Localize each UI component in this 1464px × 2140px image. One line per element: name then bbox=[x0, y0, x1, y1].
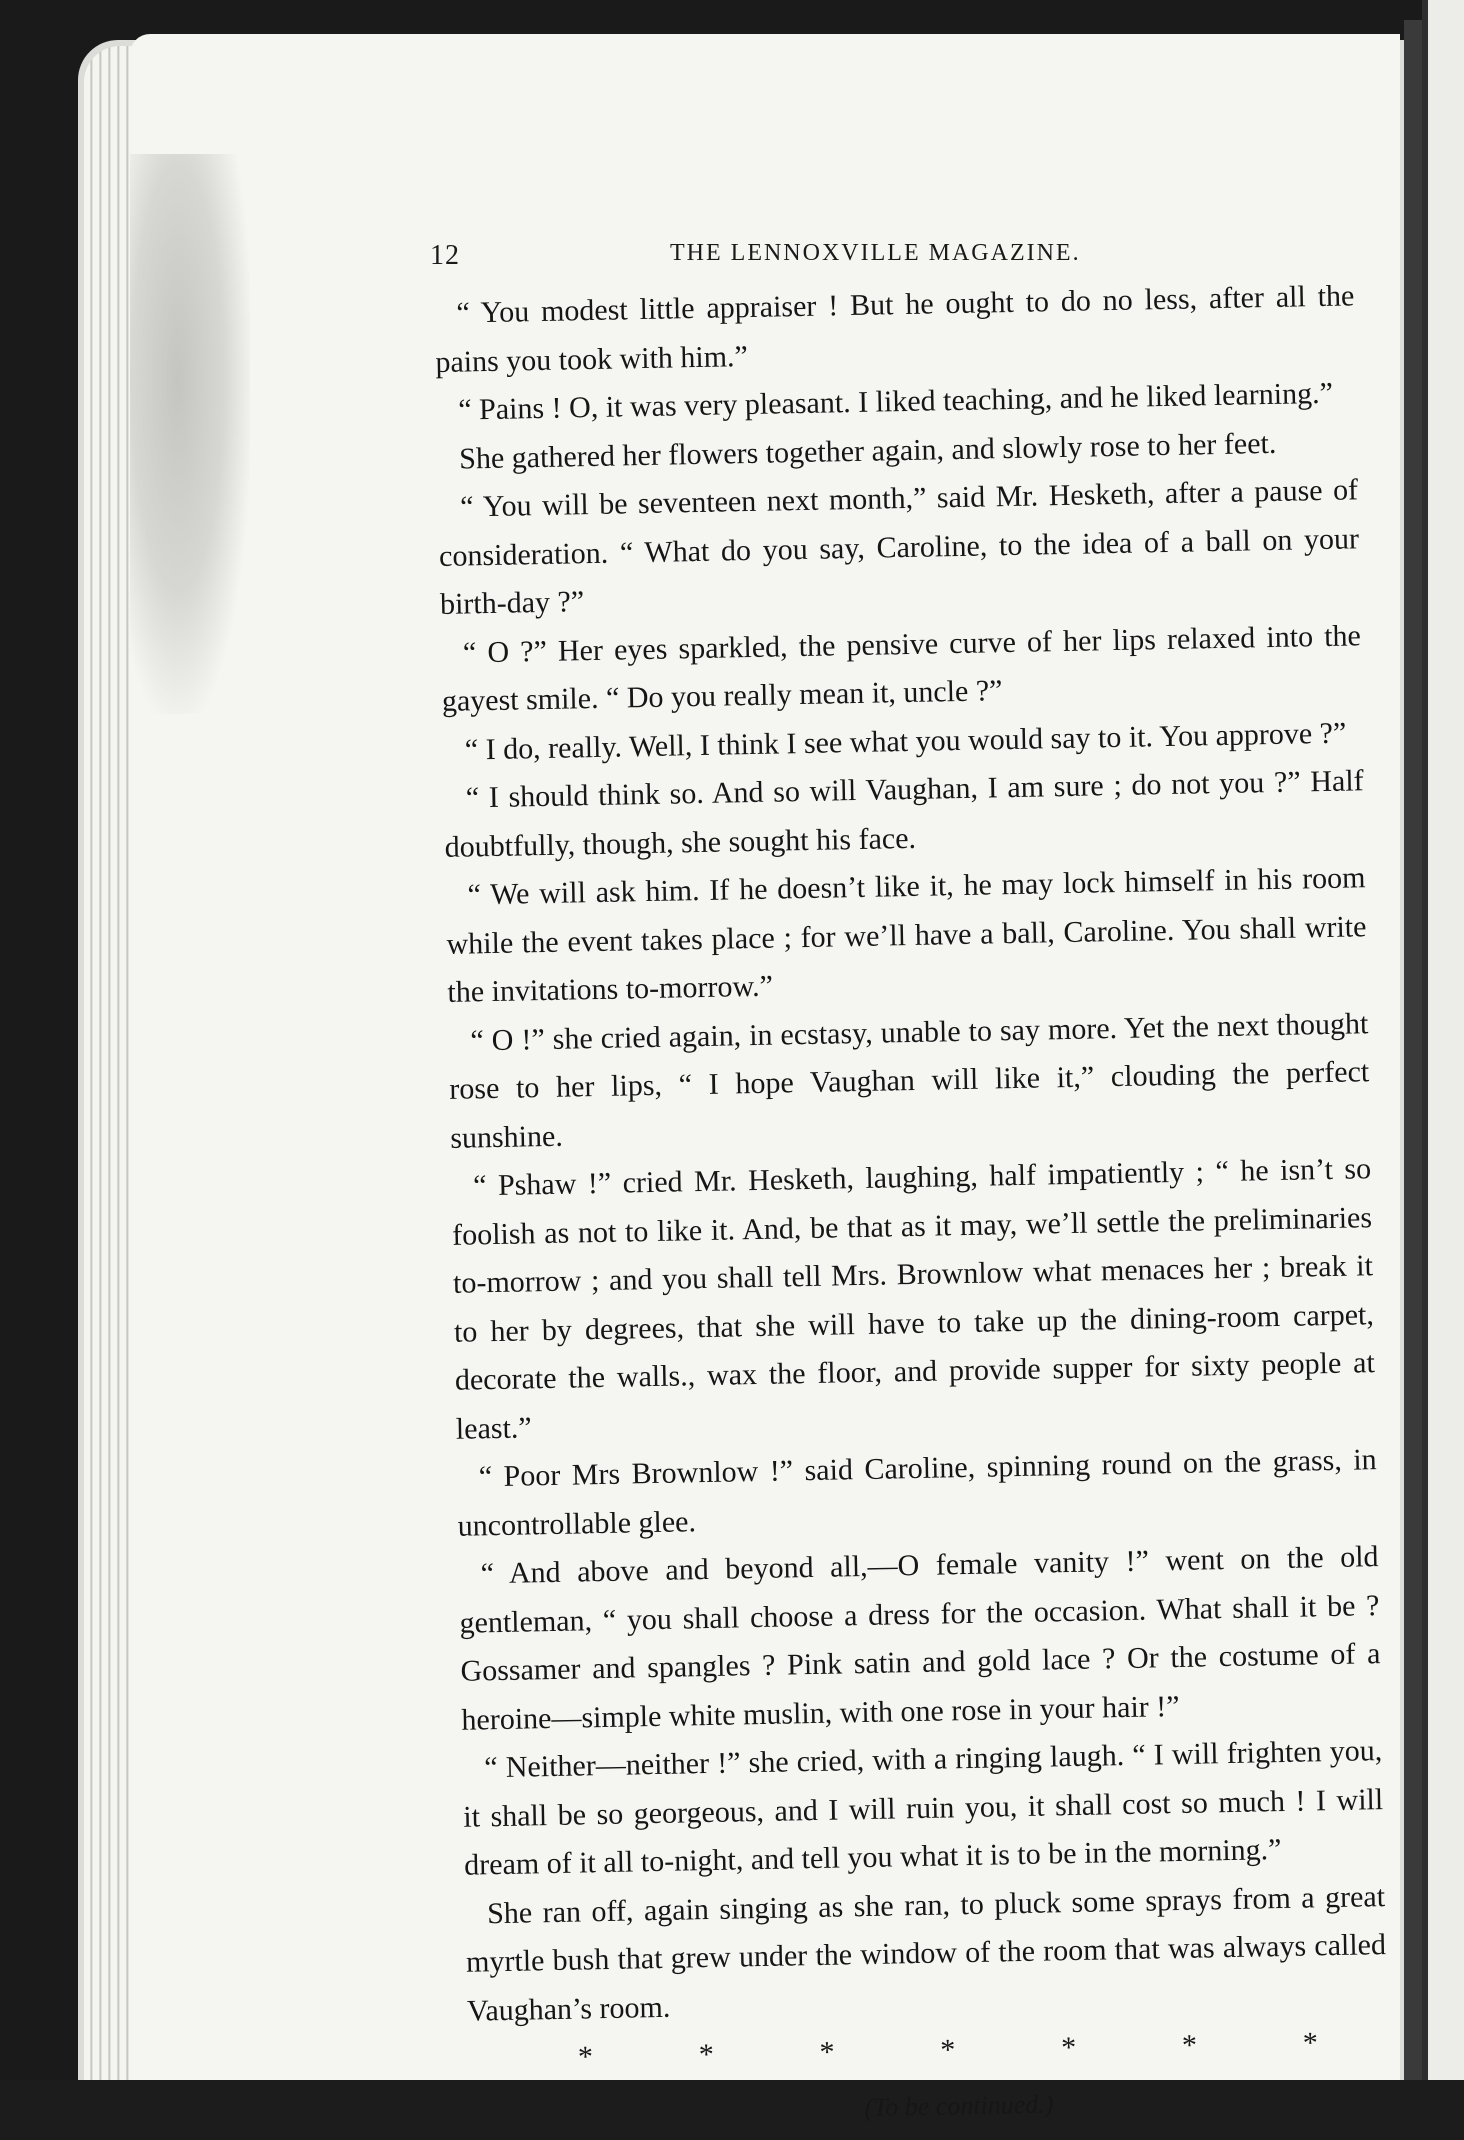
paragraph: “ I do, really. Well, I think I see what you would say to it. You approve ?” bbox=[464, 716, 1347, 766]
binding-shadow bbox=[1404, 20, 1422, 2080]
asterisk: * bbox=[577, 2040, 594, 2074]
paragraph: “ And above and beyond all,—O female vanity !” went on the old gentleman, “ you shall choose a dress for the occasion. What shall it be ? Gossamer and spangles ? Pink satin and gold lace ? Or the costume of a heroine—simple white muslin, with one rose in your hair !” bbox=[459, 1540, 1381, 1737]
asterisk: * bbox=[819, 2035, 835, 2069]
to-be-continued: (To be continued.) bbox=[864, 2089, 1054, 2123]
facing-page-edge bbox=[1422, 0, 1464, 2080]
paragraph: “ Neither—neither !” she cried, with a ringing laugh. “ I will frighten you, it shall be so georgeous, and I will ruin you, it shall cost so much ! I will dream of it all to-night, and tell you what it is to be in the morning.” bbox=[462, 1734, 1384, 1882]
asterisk: * bbox=[1302, 2026, 1319, 2060]
paragraph: “ Pshaw !” cried Mr. Hesketh, laughing, half impatiently ; “ he isn’t so foolish as not to like it. And, be that as it may, we’ll settle the preliminaries to-morrow ; and you shall tell Mrs. Brownlow what menaces her ; break it to her by degrees, that she will have to take up the dining-room carpet, decorate the walls., wax the floor, and provide supper for sixty people at least.” bbox=[451, 1152, 1376, 1446]
page-header bbox=[430, 240, 1330, 280]
paragraph: “ O ?” Her eyes sparkled, the pensive curve of her lips relaxed into the gayest smile. “ Do you really mean it, uncle ?” bbox=[441, 618, 1362, 718]
paragraph: “ Pains ! O, it was very pleasant. I liked teaching, and he liked learning.” bbox=[457, 376, 1334, 427]
page-number: 12 bbox=[430, 240, 460, 271]
body-text bbox=[434, 272, 1389, 2140]
asterisk: * bbox=[698, 2037, 715, 2072]
paragraph: “ I should think so. And so will Vaughan, I am sure ; do not you ?” Half doubtfully, though, she sought his face. bbox=[444, 764, 1364, 864]
paragraph: “ O !” she cried again, in ecstasy, unable to say more. Yet the next thought rose to her lips, “ I hope Vaughan will like it,” clouding the perfect sunshine. bbox=[449, 1006, 1370, 1155]
asterisk: * bbox=[1060, 2030, 1077, 2065]
paragraph: She gathered her flowers together again, and slowly rose to her feet. bbox=[458, 426, 1277, 476]
paragraph: “ Poor Mrs Brownlow !” said Caroline, spinning round on the grass, in uncontrollable glee. bbox=[457, 1443, 1377, 1543]
paragraph: “ You modest little appraiser ! But he ought to do no less, after all the pains you took with him.” bbox=[435, 279, 1355, 379]
asterisk: * bbox=[940, 2033, 956, 2067]
paragraph: She ran off, again singing as she ran, to pluck some sprays from a great myrtle bush that grew under the window of the room that was always called Vaughan’s room. bbox=[465, 1879, 1387, 2028]
running-title: THE LENNOXVILLE MAGAZINE. bbox=[670, 240, 1081, 266]
asterisk: * bbox=[1181, 2028, 1198, 2062]
paragraph: “ We will ask him. If he doesn’t like it, he may lock himself in his room while the event takes place ; for we’ll have a ball, Caroline. You shall write the invitations to-morrow.” bbox=[446, 861, 1367, 1009]
page-stain bbox=[130, 154, 250, 714]
paragraph: “ You will be seventeen next month,” said Mr. Hesketh, after a pause of consideration. “ What do you say, Caroline, to the idea of a ball on your birth-day ?” bbox=[438, 473, 1360, 621]
